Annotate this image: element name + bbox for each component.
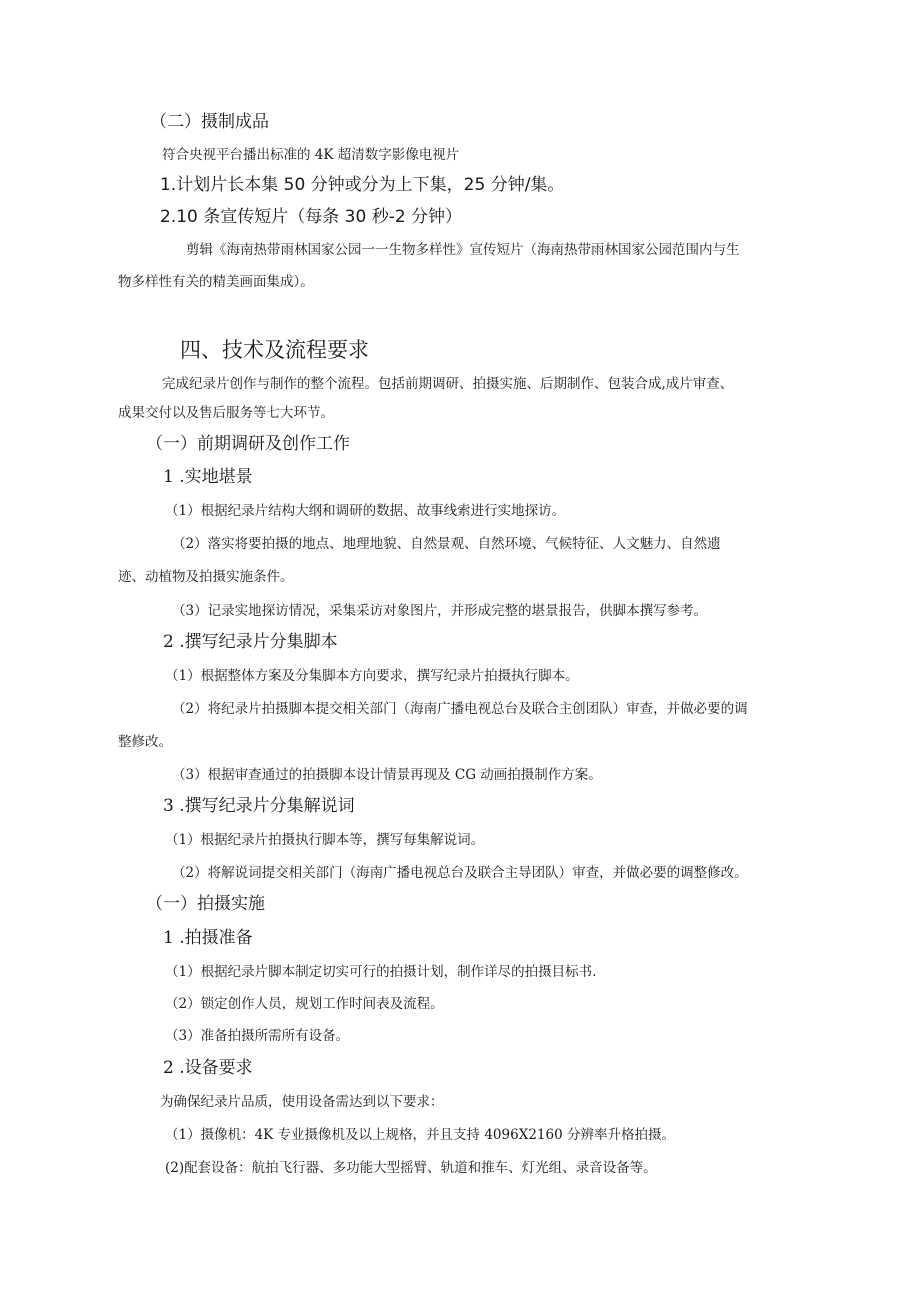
subsection-1-1-heading: 1 .实地堪景	[163, 467, 253, 487]
finished-item-1: 1.计划片长本集 50 分钟或分为上下集，25 分钟/集。	[160, 175, 565, 195]
finished-product-desc: 符合央视平台播出标准的 4K 超清数字影像电视片	[162, 147, 460, 163]
subsection-2-2-intro: 为确保纪录片品质，使用设备需达到以下要求：	[160, 1094, 444, 1110]
promo-paragraph-line-1: 剪辑《海南热带雨林国家公园一一生物多样性》宣传短片（海南热带雨林国家公园范围内与生	[186, 242, 740, 258]
subsection-1-1-item-2-line-1: （2）落实将要拍摄的地点、地理地貌、自然景观、自然环境、气候特征、人文魅力、自然遗	[172, 536, 721, 552]
subsection-1-2-item-1: （1）根据整体方案及分集脚本方向要求，撰写纪录片拍摄执行脚本。	[165, 668, 579, 684]
subsection-1-2-item-3: （3）根据审查通过的拍摄脚本设计情景再现及 CG 动画拍摄制作方案。	[172, 767, 602, 783]
subsection-2-2-item-1: （1）摄像机：4K 专业摄像机及以上规格，并且支持 4096X2160 分辨率升格拍摄。	[165, 1127, 675, 1143]
subsection-2-1-item-3: （3）准备拍摄所需所有设备。	[165, 1028, 350, 1044]
subsection-1-2-item-2-line-2: 整修改。	[118, 734, 172, 750]
finished-product-heading: （二）摄制成品	[150, 112, 269, 132]
subsection-1-1-item-2-line-2: 迹、动植物及拍摄实施条件。	[118, 569, 294, 585]
subsection-1-3-heading: 3 .撰写纪录片分集解说词	[163, 796, 355, 816]
subsection-1-heading: （一）前期调研及创作工作	[146, 434, 350, 454]
promo-paragraph-line-2: 物多样性有关的精美画面集成）。	[118, 274, 314, 290]
subsection-2-1-item-2: （2）锁定创作人员，规划工作时间表及流程。	[165, 996, 444, 1012]
finished-item-2: 2.10 条宣传短片（每条 30 秒-2 分钟）	[160, 207, 463, 227]
subsection-2-1-item-1: （1）根据纪录片脚本制定切实可行的拍摄计划，制作详尽的拍摄目标书.	[165, 964, 597, 980]
subsection-1-1-item-3: （3）记录实地探访情况，采集采访对象图片，并形成完整的堪景报告，供脚本撰写参考。	[172, 603, 708, 619]
subsection-2-2-heading: 2 .设备要求	[163, 1058, 253, 1078]
subsection-1-3-item-1: （1）根据纪录片拍摄执行脚本等，撰写每集解说词。	[165, 832, 485, 848]
subsection-2-1-heading: 1 .拍摄准备	[163, 928, 253, 948]
subsection-1-2-item-2-line-1: （2）将纪录片拍摄脚本提交相关部门（海南广播电视总台及联合主创团队）审查，并做必要的调	[172, 701, 748, 717]
subsection-2-2-item-2: (2)配套设备：航拍飞行器、多功能大型摇臂、轨道和推车、灯光组、录音设备等。	[165, 1160, 657, 1176]
subsection-2-heading: （一）拍摄实施	[146, 894, 265, 914]
section-4-intro-line-1: 完成纪录片创作与制作的整个流程。包括前期调研、拍摄实施、后期制作、包装合成,成片审查、	[162, 376, 734, 392]
subsection-1-3-item-2: （2）将解说词提交相关部门（海南广播电视总台及联合主导团队）审查，并做必要的调整修改。	[172, 865, 748, 881]
section-4-title: 四、技术及流程要求	[180, 338, 369, 362]
subsection-1-1-item-1: （1）根据纪录片结构大纲和调研的数据、故事线索进行实地探访。	[165, 503, 566, 519]
section-4-intro-line-2: 成果交付以及售后服务等七大环节。	[118, 405, 334, 421]
subsection-1-2-heading: 2 .撰写纪录片分集脚本	[163, 632, 338, 652]
